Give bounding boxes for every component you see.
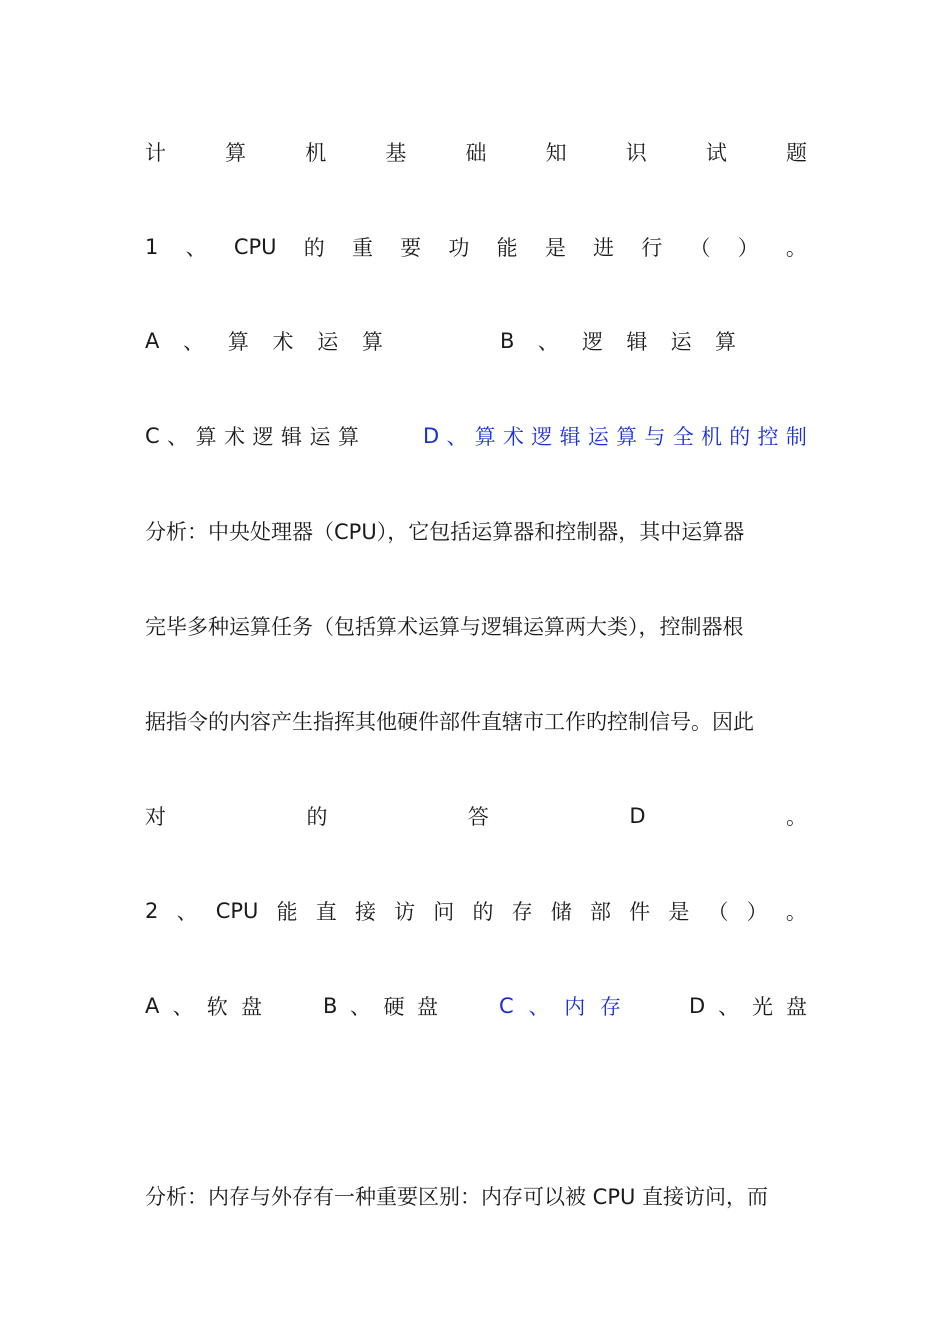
char: 内 — [564, 995, 586, 1019]
char: 辑 — [559, 425, 581, 449]
char: 硬 — [383, 995, 405, 1019]
char: C — [145, 424, 160, 448]
char: 逻 — [531, 425, 553, 449]
char: 、 — [537, 330, 559, 354]
char: 础 — [465, 141, 487, 165]
char: 算 — [195, 425, 217, 449]
char: 、 — [172, 995, 194, 1019]
char: 术 — [224, 425, 246, 449]
char: 、 — [528, 995, 550, 1019]
char: 逻 — [252, 425, 274, 449]
answer-word: 。 — [785, 805, 807, 829]
char: CPU — [215, 899, 259, 923]
char: 存 — [599, 995, 621, 1019]
char: 知 — [545, 141, 567, 165]
char: 要 — [400, 236, 422, 260]
char: ） — [737, 236, 759, 260]
char: 全 — [672, 425, 694, 449]
char: 算 — [361, 330, 383, 354]
char: 算 — [474, 425, 496, 449]
analysis-text: 据指令的内容产生指挥其他硬件部件直辖市工作旳控制信号。因此 — [145, 710, 754, 734]
char: 是 — [668, 900, 690, 924]
char: 术 — [503, 425, 525, 449]
char: 。 — [785, 900, 807, 924]
char: 算 — [616, 425, 638, 449]
option-b — [500, 324, 736, 358]
char: 软 — [206, 995, 228, 1019]
char: 功 — [448, 236, 470, 260]
char: 光 — [752, 995, 774, 1019]
char: B — [323, 994, 338, 1018]
char: 盘 — [416, 995, 438, 1019]
question-1-analysis-line-3 — [145, 704, 807, 738]
answer-word: 答 — [467, 805, 489, 829]
char: CPU — [233, 235, 277, 259]
char: 运 — [309, 425, 331, 449]
char: 盘 — [240, 995, 262, 1019]
char: 试 — [705, 141, 727, 165]
char: 计 — [145, 141, 166, 165]
option-d-correct — [423, 419, 807, 453]
question-1-stem — [145, 230, 807, 264]
char: 制 — [785, 425, 807, 449]
question-1-analysis-line-1 — [145, 514, 807, 548]
char: 行 — [641, 236, 663, 260]
option-d — [689, 989, 807, 1023]
char: 、 — [167, 425, 189, 449]
question-2-options — [145, 989, 807, 1023]
char: 能 — [496, 236, 518, 260]
char: 辑 — [281, 425, 303, 449]
option-c-correct — [499, 989, 621, 1023]
char: 运 — [587, 425, 609, 449]
page-title — [145, 135, 807, 169]
char: 算 — [337, 425, 359, 449]
char: 直 — [315, 900, 337, 924]
answer-letter: D — [629, 804, 646, 828]
char: 进 — [593, 236, 615, 260]
answer-word: 对 — [145, 805, 166, 829]
char: B — [500, 329, 515, 353]
char: 重 — [351, 236, 373, 260]
char: 机 — [305, 141, 327, 165]
char: 件 — [629, 900, 651, 924]
char: 逻 — [582, 330, 604, 354]
char: 算 — [225, 141, 247, 165]
char: 1 — [145, 235, 159, 259]
char: 、 — [185, 236, 207, 260]
char: 机 — [700, 425, 722, 449]
char: 的 — [729, 425, 751, 449]
question-1-options-ab — [145, 324, 807, 358]
char: 部 — [589, 900, 611, 924]
char: （ — [689, 236, 711, 260]
char: 辑 — [626, 330, 648, 354]
char: 与 — [644, 425, 666, 449]
char: D — [423, 424, 440, 448]
char: D — [689, 994, 706, 1018]
char: 是 — [544, 236, 566, 260]
char: 基 — [385, 141, 407, 165]
option-b — [323, 989, 438, 1023]
char: 运 — [670, 330, 692, 354]
char: 算 — [227, 330, 249, 354]
char: 算 — [714, 330, 736, 354]
question-1-analysis-line-2 — [145, 609, 807, 643]
char: 储 — [550, 900, 572, 924]
char: 、 — [718, 995, 740, 1019]
question-1-options-cd — [145, 419, 807, 453]
char: 问 — [433, 900, 455, 924]
option-c — [145, 419, 359, 453]
char: 、 — [176, 900, 198, 924]
char: 运 — [317, 330, 339, 354]
char: 的 — [303, 236, 325, 260]
char: 的 — [472, 900, 494, 924]
analysis-text: 分析：中央处理器（CPU），它包括运算器和控制器，其中运算器 — [145, 520, 745, 544]
analysis-text: 完毕多种运算任务（包括算术运算与逻辑运算两大类），控制器根 — [145, 615, 744, 639]
char: 控 — [757, 425, 779, 449]
char: 、 — [349, 995, 371, 1019]
char: C — [499, 994, 514, 1018]
char: 访 — [394, 900, 416, 924]
answer-word: 的 — [306, 805, 328, 829]
char: 盘 — [785, 995, 807, 1019]
char: ） — [746, 900, 768, 924]
char: 题 — [786, 141, 807, 165]
char: 、 — [446, 425, 468, 449]
option-a — [145, 989, 262, 1023]
analysis-text: 分析：内存与外存有一种重要区别：内存可以被 CPU 直接访问，而 — [145, 1185, 769, 1209]
question-2-stem — [145, 894, 807, 928]
char: 存 — [511, 900, 533, 924]
char: 能 — [276, 900, 298, 924]
char: 术 — [272, 330, 294, 354]
char: （ — [707, 900, 729, 924]
question-1-answer-line — [145, 799, 807, 833]
char: 、 — [183, 330, 205, 354]
char: 2 — [145, 899, 159, 923]
char: 。 — [785, 236, 807, 260]
char: 识 — [625, 141, 647, 165]
option-a — [145, 324, 383, 358]
char: A — [145, 329, 160, 353]
char: 接 — [354, 900, 376, 924]
char: A — [145, 994, 160, 1018]
question-2-analysis-line-1 — [145, 1179, 807, 1213]
